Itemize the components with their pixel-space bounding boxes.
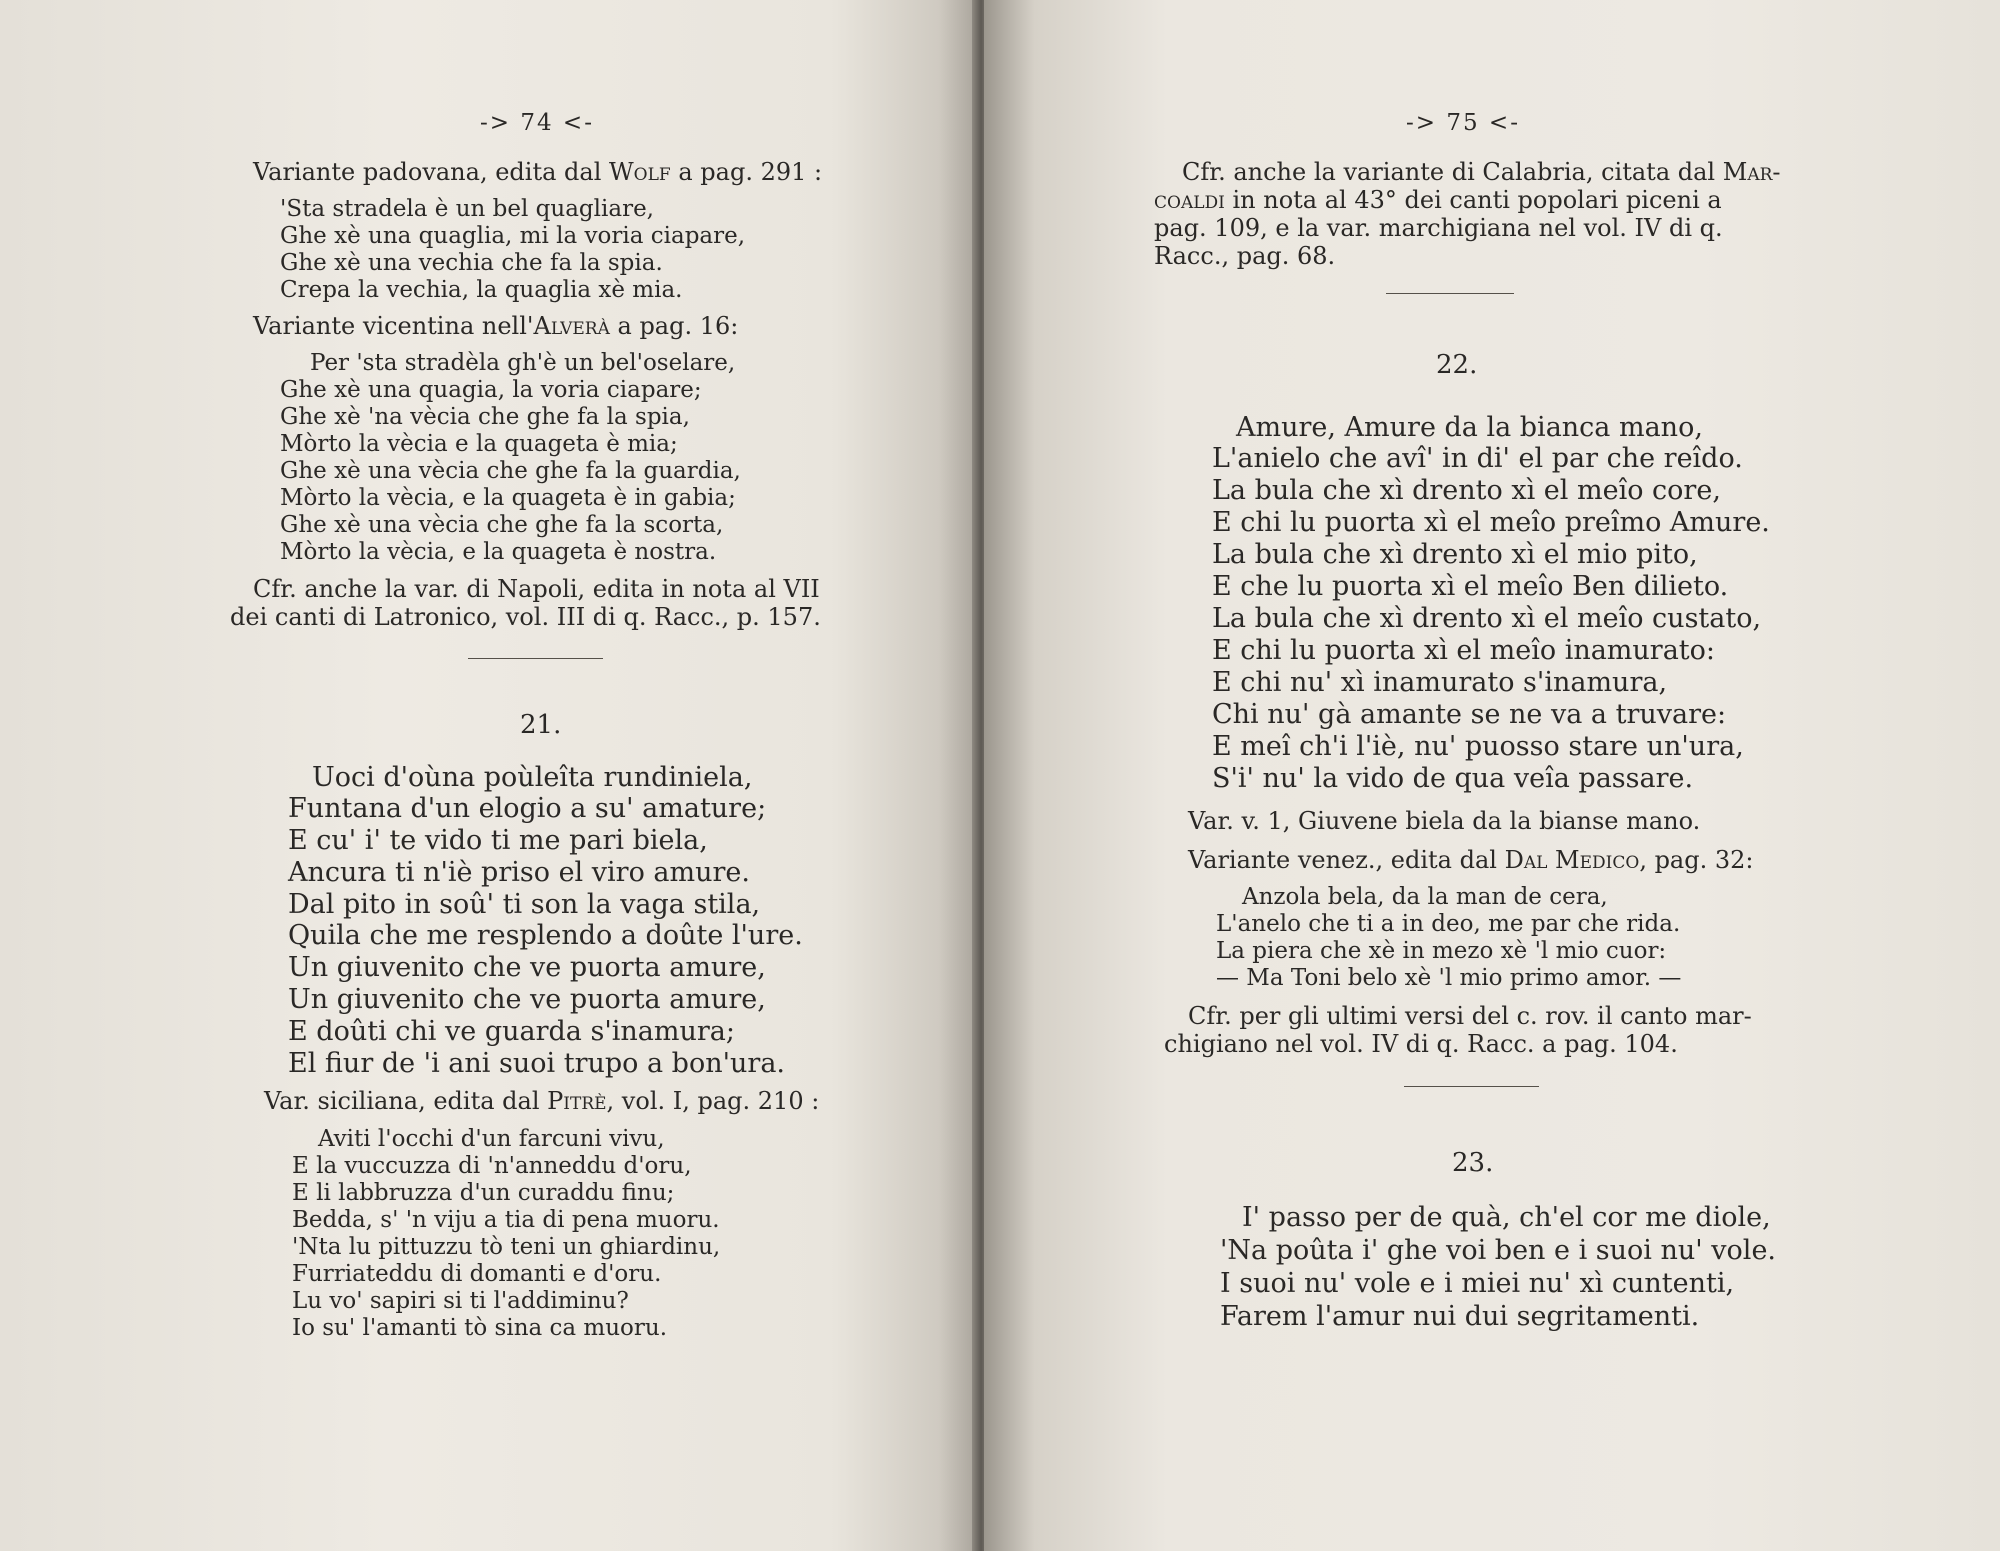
quote-line: Mòrto la vècia e la quageta è mia;: [280, 431, 678, 457]
cfr-line: Racc., pag. 68.: [1154, 242, 1336, 270]
quote-line: Furriateddu di domanti e d'oru.: [292, 1261, 662, 1287]
quote-line: 'Sta stradela è un bel quagliare,: [280, 196, 654, 222]
verse-line: Amure, Amure da la bianca mano,: [1236, 412, 1703, 443]
var-line: Var. v. 1, Giuvene biela da la bianse mano.: [1188, 807, 1701, 835]
quote-line: Anzola bela, da la man de cera,: [1242, 884, 1608, 910]
quote-line: E li labbruzza d'un curaddu finu;: [292, 1180, 675, 1206]
verse-line: Farem l'amur nui dui segritamenti.: [1220, 1301, 1700, 1332]
quote-line: Ghe xè una vècia che ghe fa la scorta,: [280, 512, 724, 538]
cfr-line: chigiano nel vol. IV di q. Racc. a pag. 104.: [1164, 1030, 1678, 1058]
quote-line: L'anelo che ti a in deo, me par che rida.: [1216, 911, 1681, 937]
quote-line: Crepa la vechia, la quaglia xè mia.: [280, 277, 683, 303]
quote-line: Mòrto la vècia, e la quageta è nostra.: [280, 539, 717, 565]
page-number-header: -> 74 <-: [480, 110, 594, 136]
intro-line: Variante padovana, edita dal Wolf a pag. 291 :: [253, 158, 823, 186]
section-divider: [468, 658, 603, 659]
cfr-line: Cfr. per gli ultimi versi del c. rov. il canto mar-: [1188, 1002, 1752, 1030]
quote-line: Ghe xè una vècia che ghe fa la guardia,: [280, 458, 741, 484]
verse-line: E meî ch'i l'iè, nu' puosso stare un'ura,: [1212, 731, 1744, 762]
verse-line: Funtana d'un elogio a su' amature;: [288, 793, 767, 824]
quote-line: Ghe xè una quagia, la voria ciapare;: [280, 377, 702, 403]
verse-line: E chi nu' xì inamurato s'inamura,: [1212, 667, 1668, 698]
quote-line: Io su' l'amanti tò sina ca muoru.: [292, 1315, 668, 1341]
verse-line: Un giuvenito che ve puorta amure,: [288, 952, 766, 983]
left-page: [0, 0, 978, 1551]
verse-line: Chi nu' gà amante se ne va a truvare:: [1212, 699, 1727, 730]
verse-line: E chi lu puorta xì el meîo inamurato:: [1212, 635, 1716, 666]
cfr-line: coaldi in nota al 43° dei canti popolari piceni a: [1154, 186, 1722, 214]
quote-line: Ghe xè una vechia che fa la spia.: [280, 250, 663, 276]
quote-line: Bedda, s' 'n viju a tia di pena muoru.: [292, 1207, 720, 1233]
verse-line: Uoci d'oùna poùleîta rundiniela,: [312, 762, 753, 793]
quote-line: 'Nta lu pittuzzu tò teni un ghiardinu,: [292, 1234, 721, 1260]
cfr-line: Cfr. anche la var. di Napoli, edita in nota al VII: [253, 575, 820, 603]
verse-line: La bula che xì drento xì el meîo core,: [1212, 475, 1721, 506]
verse-line: S'i' nu' la vido de qua veîa passare.: [1212, 763, 1694, 794]
quote-line: La piera che xè in mezo xè 'l mio cuor:: [1216, 938, 1667, 964]
verse-line: Un giuvenito che ve puorta amure,: [288, 984, 766, 1015]
verse-line: E chi lu puorta xì el meîo preîmo Amure.: [1212, 507, 1770, 538]
verse-line: E cu' i' te vido ti me pari biela,: [288, 825, 708, 856]
verse-line: Quila che me resplendo a doûte l'ure.: [288, 920, 803, 951]
song-number: 22.: [1436, 350, 1478, 380]
verse-line: La bula che xì drento xì el mio pito,: [1212, 539, 1698, 570]
verse-line: Dal pito in soû' ti son la vaga stila,: [288, 889, 761, 920]
right-page: [984, 0, 2000, 1551]
verse-line: El fiur de 'i ani suoi trupo a bon'ura.: [288, 1048, 785, 1079]
verse-line: La bula che xì drento xì el meîo custato,: [1212, 603, 1762, 634]
intro-line: Var. siciliana, edita dal Pitrè, vol. I, pag. 210 :: [264, 1087, 820, 1115]
quote-line: Mòrto la vècia, e la quageta è in gabia;: [280, 485, 736, 511]
verse-line: Ancura ti n'iè priso el viro amure.: [288, 857, 750, 888]
section-divider: [1386, 293, 1514, 294]
verse-line: 'Na poûta i' ghe voi ben e i suoi nu' vole.: [1220, 1235, 1777, 1266]
verse-line: I' passo per de quà, ch'el cor me diole,: [1242, 1202, 1771, 1233]
verse-line: E che lu puorta xì el meîo Ben dilieto.: [1212, 571, 1729, 602]
quote-line: Lu vo' sapiri si ti l'addiminu?: [292, 1288, 629, 1314]
intro-line: Variante venez., edita dal Dal Medico, pag. 32:: [1188, 846, 1754, 874]
verse-line: L'anielo che avî' in di' el par che reîdo.: [1212, 443, 1743, 474]
intro-line: Variante vicentina nell'Alverà a pag. 16:: [253, 312, 739, 340]
song-number: 23.: [1452, 1148, 1494, 1178]
verse-line: I suoi nu' vole e i miei nu' xì cuntenti,: [1220, 1268, 1735, 1299]
section-divider: [1404, 1086, 1539, 1087]
song-number: 21.: [520, 710, 562, 740]
quote-line: Ghe xè una quaglia, mi la voria ciapare,: [280, 223, 746, 249]
quote-line: Aviti l'occhi d'un farcuni vivu,: [318, 1126, 665, 1152]
cfr-line: pag. 109, e la var. marchigiana nel vol. IV di q.: [1154, 214, 1723, 242]
page-number-header: -> 75 <-: [1406, 110, 1520, 136]
verse-line: E doûti chi ve guarda s'inamura;: [288, 1016, 735, 1047]
cfr-line: dei canti di Latronico, vol. III di q. Racc., p. 157.: [230, 603, 821, 631]
quote-line: Ghe xè 'na vècia che ghe fa la spia,: [280, 404, 690, 430]
quote-line: — Ma Toni belo xè 'l mio primo amor. —: [1216, 965, 1682, 991]
quote-line: E la vuccuzza di 'n'anneddu d'oru,: [292, 1153, 692, 1179]
quote-line: Per 'sta stradèla gh'è un bel'oselare,: [310, 350, 736, 376]
cfr-line: Cfr. anche la variante di Calabria, citata dal Mar-: [1182, 158, 1781, 186]
